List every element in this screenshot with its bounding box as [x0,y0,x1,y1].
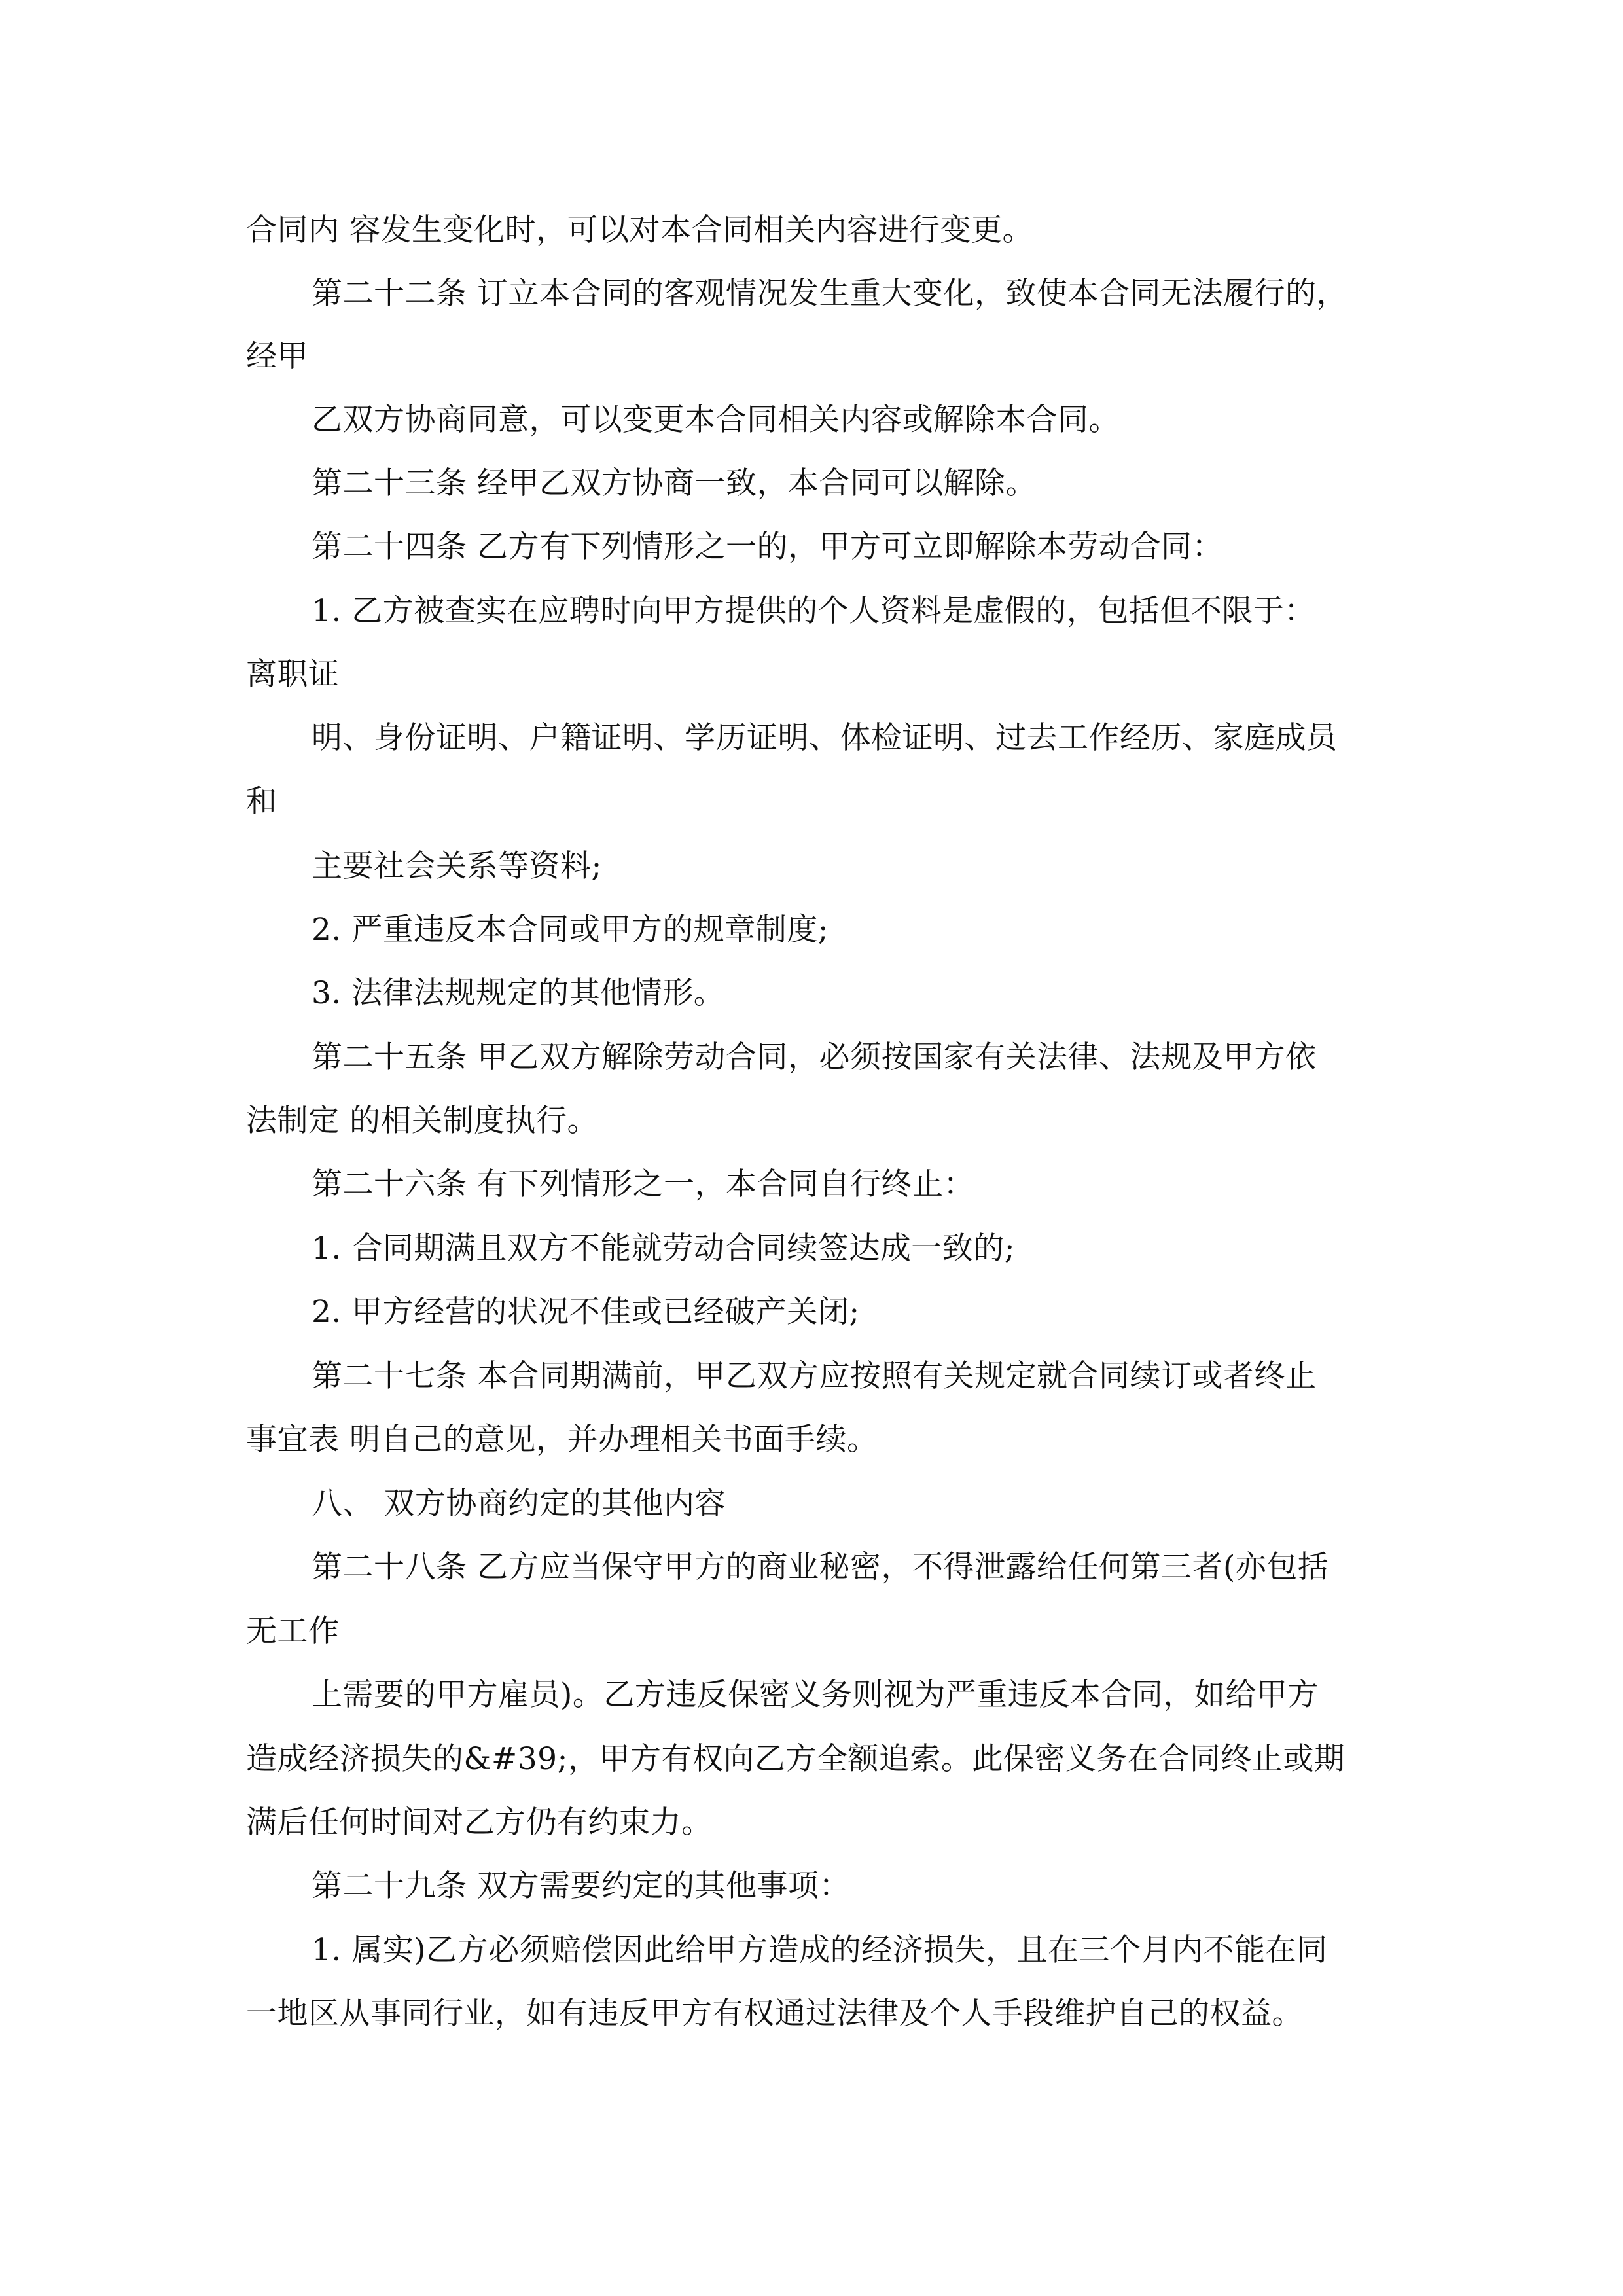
text-line: 第二十二条 订立本合同的客观情况发生重大变化，致使本合同无法履行的， [312,276,1347,312]
text-line: 1. 属实)乙方必须赔偿因此给甲方造成的经济损失，且在三个月内不能在同 [312,1932,1328,1968]
text-line: 第二十八条 乙方应当保守甲方的商业秘密，不得泄露给任何第三者(亦包括 [312,1549,1329,1585]
text-line: 合同内 容发生变化时，可以对本合同相关内容进行变更。 [246,212,1033,248]
text-line: 离职证 [246,656,340,692]
text-line: 满后任何时间对乙方仍有约束力。 [246,1804,713,1840]
text-line: 主要社会关系等资料; [312,848,602,884]
text-line: 2. 严重违反本合同或甲方的规章制度; [312,912,829,948]
section-heading: 八、 双方协商约定的其他内容 [312,1486,726,1522]
text-line: 第二十九条 双方需要约定的其他事项： [312,1868,850,1904]
text-line: 3. 法律法规规定的其他情形。 [312,975,725,1011]
text-line: 无工作 [246,1613,340,1649]
text-line: 第二十三条 经甲乙双方协商一致，本合同可以解除。 [312,465,1037,501]
text-line: 2. 甲方经营的状况不佳或已经破产关闭; [312,1294,860,1330]
text-line: 和 [246,783,277,819]
text-line: 第二十四条 乙方有下列情形之一的，甲方可立即解除本劳动合同： [312,529,1223,565]
text-line: 第二十六条 有下列情形之一，本合同自行终止： [312,1166,974,1202]
text-line: 法制定 的相关制度执行。 [246,1103,598,1139]
text-line: 第二十五条 甲乙双方解除劳动合同，必须按国家有关法律、法规及甲方依 [312,1039,1317,1075]
text-line: 明、身份证明、户籍证明、学历证明、体检证明、过去工作经历、家庭成员 [312,720,1338,756]
text-line: 第二十七条 本合同期满前，甲乙双方应按照有关规定就合同续订或者终止 [312,1358,1317,1394]
text-line: 1. 合同期满且双方不能就劳动合同续签达成一致的; [312,1230,1016,1266]
text-line: 一地区从事同行业，如有违反甲方有权通过法律及个人手段维护自己的权益。 [246,1996,1303,2032]
text-line: 事宜表 明自己的意见，并办理相关书面手续。 [246,1422,878,1458]
text-line: 1. 乙方被查实在应聘时向甲方提供的个人资料是虚假的，包括但不限于： [312,593,1315,629]
text-line: 乙双方协商同意，可以变更本合同相关内容或解除本合同。 [312,402,1120,438]
text-line: 造成经济损失的&#39;，甲方有权向乙方全额追索。此保密义务在合同终止或期 [246,1741,1346,1777]
text-line: 经甲 [246,338,308,374]
text-line: 上需要的甲方雇员)。乙方违反保密义务则视为严重违反本合同，如给甲方 [312,1677,1319,1713]
